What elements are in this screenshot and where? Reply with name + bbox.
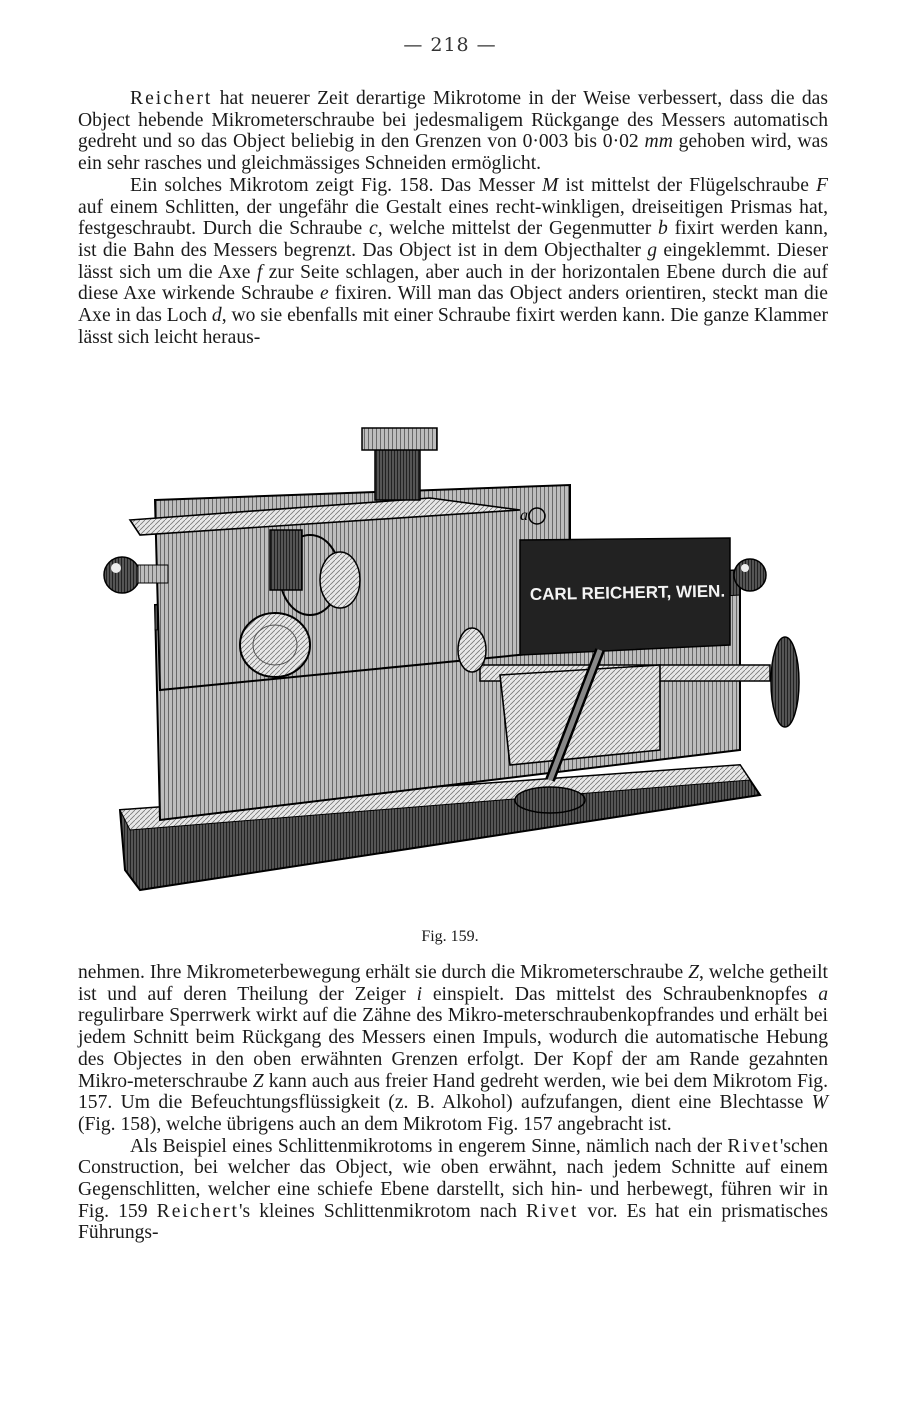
text-segment: , welche mittelst der Gegenmutter [377,218,659,240]
text-segment: i [416,983,423,1005]
text-segment: f [256,261,263,283]
text-segment: Z [688,962,699,983]
text-segment: b [658,218,668,240]
paragraph [78,1136,828,1245]
text-segment: W [811,1092,828,1114]
text-segment: (Fig. 158), welche übrigens auch an dem Mikrotom Fig. 157 angebracht ist. [78,1113,672,1135]
letter-mark: a [520,507,528,524]
text-segment: Z [252,1070,264,1092]
text-segment: zur Seite schlagen, aber auch in der horizontalen Ebene durch die auf diese Axe wirkende Schraube [78,261,828,305]
knurled-disc [240,613,310,677]
handwheel [771,637,799,727]
engraved-label: CARL REICHERT, WIEN. [529,581,726,604]
figure-microtome [100,420,815,920]
text-segment: einspielt. Das mittelst des Schraubenknopfes [422,983,819,1005]
text-segment: Als Beispiel eines Schlittenmikrotoms in engerem Sinne, nämlich nach der [130,1135,728,1157]
text-segment: auf einem Schlitten, der ungefähr die Gestalt eines recht-winkligen, dreiseitigen Prismas hat, festgeschraubt. Durch die Schraube [78,196,828,240]
text-segment: kann auch aus freier Hand gedreht werden, wie bei dem Mikrotom Fig. 157. Um die Befeuchtungsflüssigkeit (z. B. Alkohol) aufzufangen, dient eine Blechtasse [78,1070,828,1114]
bottom-text-block [78,962,828,1244]
figure-caption: Fig. 159. [421,928,479,945]
text-segment: 'schen Construction, bei welcher das Object, wie oben erwähnt, nach jedem Schnitte auf einem Gegenschlitten, welcher eine schiefe Ebene darstellt, sich hin- und herbewegt, führen wir in Fig. 159 [78,1135,828,1222]
crank-handle [515,787,585,813]
text-segment: regulirbare Sperrwerk wirkt auf die Zähne des Mikro-meterschraubenkopfrandes und erhält bei jedem Schnitt beim Rückgang des Messers einen Impuls, wodurch die automatische Hebung des Objectes in den oben erwähnten Grenzen erfolgt. Der Kopf der am Rande gezahnten Mikro-meterschraube [78,1005,828,1092]
left-knob [104,557,140,593]
top-text-block [78,88,828,348]
text-segment: , welche getheilt ist und auf deren Theilung der Zeiger [78,962,828,1005]
text-segment: fixiren. Will man das Object anders orientiren, steckt man die Axe in das Loch [78,283,828,327]
text-segment: M [541,174,559,196]
text-segment: mm [644,131,673,153]
paragraph [78,962,828,1136]
text-segment: hat neuerer Zeit derartige Mikrotome in der Weise verbessert, dass die das Object hebende Mikrometerschraube bei jedesmaligem Rückgange des Messers automatisch gedreht und so das Object beliebig in den Grenzen von 0·003 bis 0·02 [78,88,828,153]
text-segment: eingeklemmt. Dieser lässt sich um die Axe [78,239,828,283]
text-segment: Reichert [156,1200,239,1222]
text-segment: vor. Es hat ein prismatisches Führungs- [78,1200,828,1244]
text-segment: a [818,983,828,1005]
text-segment: c [368,218,378,240]
wing-screw [375,445,420,500]
text-segment: Rivet [727,1135,780,1157]
text-segment: e [319,283,329,305]
text-segment: fixirt werden kann, ist die Bahn des Messers begrenzt. Das Object ist in dem Objecthalter [78,218,828,261]
text-segment: F [816,174,828,196]
text-segment: gehoben wird, was ein sehr rasches und gleichmässiges Schneiden ermöglicht. [78,131,829,175]
text-segment: Ein solches Mikrotom zeigt Fig. 158. Das Messer [130,174,542,196]
text-segment: , wo sie ebenfalls mit einer Schraube fixirt werden kann. Die ganze Klammer lässt sich leicht heraus- [78,305,828,348]
microtome-illustration [100,420,815,920]
paragraph [78,88,828,175]
text-segment: d [211,305,222,327]
text-segment: Rivet [525,1200,579,1222]
text-segment: Reichert [130,88,213,109]
text-segment: nehmen. Ihre Mikrometerbewegung erhält sie durch die Mikrometerschraube [78,962,689,983]
text-segment: ist mittelst der Flügelschraube [558,174,817,196]
paragraph [78,175,828,349]
right-knob [734,559,766,591]
micrometer-dial [458,628,486,672]
page-number: — 218 — [403,34,497,56]
text-segment: 's kleines Schlittenmikrotom nach [239,1200,526,1222]
text-segment: g [647,239,658,261]
